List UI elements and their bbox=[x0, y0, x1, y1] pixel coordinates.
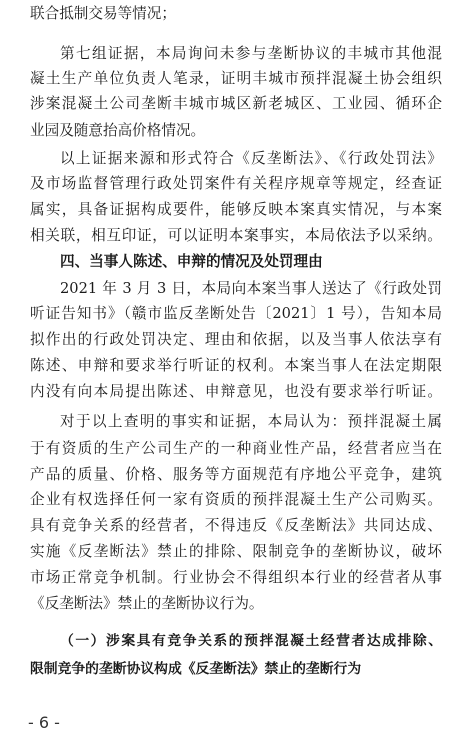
line-text: 业园及随意抬高价格情况。 bbox=[30, 122, 206, 139]
text-line bbox=[0, 119, 464, 143]
line-text: 及市场监督管理行政处罚案件有关程序规章等规定，经查证 bbox=[30, 175, 442, 192]
line-text: 于有资质的生产公司生产的一种商业性产品，经营者应当在 bbox=[30, 440, 442, 457]
section-heading: 限制竞争的垄断协议构成《反垄断法》禁止的垄断行为 bbox=[30, 661, 362, 677]
text-line bbox=[0, 302, 464, 326]
line-text: 对于以上查明的事实和证据，本局认为：预拌混凝土属 bbox=[60, 413, 442, 430]
text-line bbox=[0, 354, 464, 378]
line-text: 拟作出的行政处罚决定、理由和依据，以及当事人依法享有 bbox=[30, 331, 442, 348]
text-line bbox=[0, 172, 464, 196]
text-line bbox=[0, 328, 464, 352]
text-line bbox=[0, 540, 464, 564]
text-line bbox=[0, 224, 464, 248]
line-text: 企业有权选择任何一家有资质的预拌混凝土生产公司购买。 bbox=[30, 491, 442, 508]
text-line bbox=[0, 277, 464, 301]
line-text: 凝土生产单位负责人笔录，证明丰城市预拌混凝土协会组织 bbox=[30, 70, 442, 87]
line-text: 实施《反垄断法》禁止的排除、限制竞争的垄断协议，破坏 bbox=[30, 543, 442, 560]
page-number: - 6 - bbox=[28, 713, 60, 732]
line-text: 产品的质量、价格、服务等方面规范有序地公平竞争，建筑 bbox=[30, 466, 442, 483]
line-text: 涉案混凝土公司垄断丰城市城区新老城区、工业园、循环企 bbox=[30, 95, 442, 112]
text-line bbox=[0, 67, 464, 91]
text-line bbox=[0, 657, 464, 681]
line-text: 第七组证据，本局询问未参与垄断协议的丰城市其他混 bbox=[60, 45, 442, 62]
line-text: 市场正常竞争机制。行业协会不得组织本行业的经营者从事 bbox=[30, 569, 442, 586]
text-line bbox=[0, 463, 464, 487]
line-text: 《反垄断法》禁止的垄断协议行为。 bbox=[30, 595, 264, 612]
line-text: 属实，具备证据构成要件，能够反映本案真实情况，与本案 bbox=[30, 201, 442, 218]
line-text: 相关联，相互印证，可以证明本案事实，本局依法予以采纳。 bbox=[30, 227, 442, 244]
text-line bbox=[0, 42, 464, 66]
text-line bbox=[0, 2, 464, 26]
text-line bbox=[0, 566, 464, 590]
text-line bbox=[0, 92, 464, 116]
line-text: 以上证据来源和形式符合《反垄断法》、《行政处罚法》 bbox=[60, 150, 442, 167]
line-text: 内没有向本局提出陈述、申辩意见，也没有要求举行听证。 bbox=[30, 383, 442, 400]
line-text: 听证告知书》（赣市监反垄断处告〔2021〕1 号），告知本局 bbox=[30, 305, 442, 322]
text-line bbox=[0, 410, 464, 434]
text-line bbox=[0, 592, 464, 616]
text-line bbox=[0, 198, 464, 222]
line-text: 联合抵制交易等情况； bbox=[30, 5, 176, 22]
section-heading: （一）涉案具有竞争关系的预拌混凝土经营者达成排除、 bbox=[60, 633, 442, 649]
line-text: 陈述、申辩和要求举行听证的权利。本案当事人在法定期限 bbox=[30, 357, 442, 374]
line-text: 2021 年 3 月 3 日，本局向本案当事人送达了《行政处罚 bbox=[60, 280, 442, 297]
section-heading: 四、当事人陈述、申辩的情况及处罚理由 bbox=[60, 253, 323, 270]
line-text: 具有竞争关系的经营者，不得违反《反垄断法》共同达成、 bbox=[30, 517, 442, 534]
text-line bbox=[0, 514, 464, 538]
text-line bbox=[0, 629, 464, 653]
text-line bbox=[0, 488, 464, 512]
text-line bbox=[0, 250, 464, 274]
text-line bbox=[0, 147, 464, 171]
text-line bbox=[0, 380, 464, 404]
text-line bbox=[0, 437, 464, 461]
